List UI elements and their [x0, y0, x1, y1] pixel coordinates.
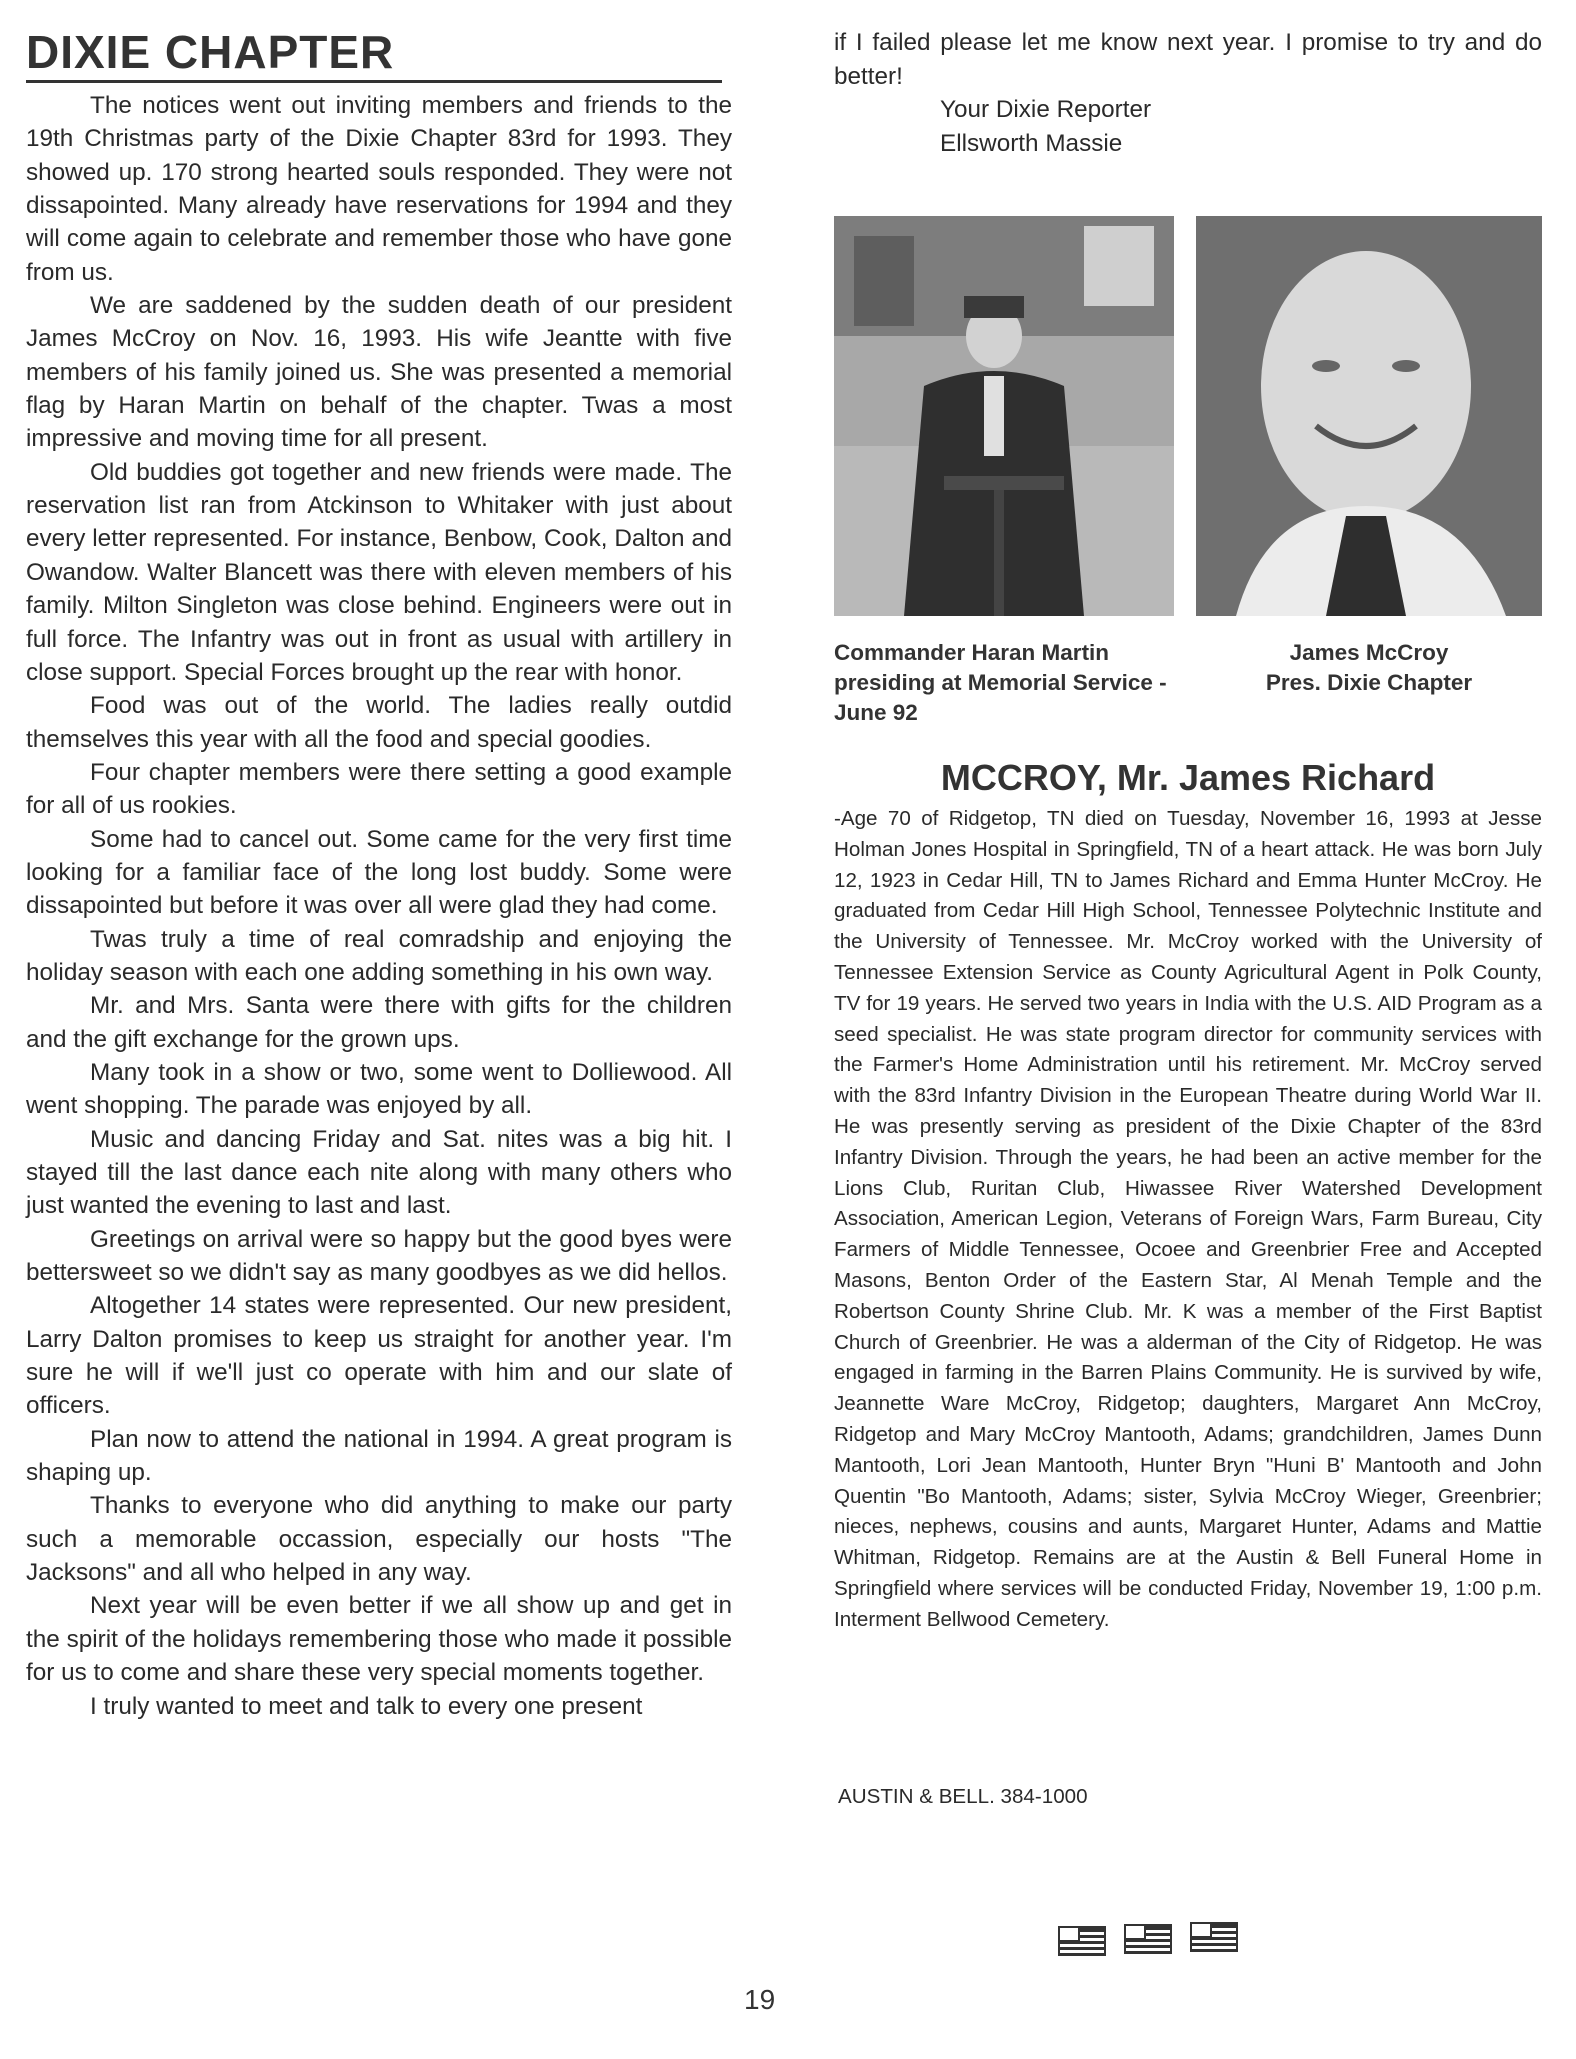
paragraph: Old buddies got together and new friends were made. The reservation list ran from Atckinson to Whitaker with just about every letter represented. For instance, Benbow, Cook, Dalton and Owandow. Walter Blancett was there with eleven members of his family. Milton Singleton was close behind. Engineers were out in full force. The Infantry was out in front as usual with artillery in close support. Special Forces brought up the rear with honor.: [26, 458, 732, 686]
photo-caption-right: [1196, 638, 1542, 698]
memorial-service-photo: [834, 216, 1174, 616]
section-heading: DIXIE CHAPTER: [26, 26, 722, 83]
paragraph: Many took in a show or two, some went to Dolliewood. All went shopping. The parade was enjoyed by all.: [26, 1058, 732, 1120]
paragraph: Twas truly a time of real comradship and enjoying the holiday season with each one adding something in his own way.: [26, 925, 732, 986]
caption-name: James McCroy: [1289, 640, 1449, 665]
paragraph: We are saddened by the sudden death of our president James McCroy on Nov. 16, 1993. His wife Jeantte with five members of his family joined us. She was presented a memorial flag by Haran Martin on behalf of the chapter. Twas a most impressive and moving time for all present.: [26, 292, 732, 453]
right-column: [834, 26, 1542, 1808]
paragraph: Music and dancing Friday and Sat. nites was a big hit. I stayed till the last dance each nite along with many others who just wanted the evening to last and last.: [26, 1125, 732, 1220]
paragraph: Food was out of the world. The ladies really outdid themselves this year with all the food and special goodies.: [26, 692, 732, 753]
paragraph: Mr. and Mrs. Santa were there with gifts for the children and the gift exchange for the grown ups.: [26, 992, 732, 1053]
signoff-name: Ellsworth Massie: [940, 129, 1123, 157]
flags-icon: [1054, 1918, 1244, 1964]
intro-text: if I failed please let me know next year. I promise to try and do better!: [834, 29, 1542, 90]
paragraph: Four chapter members were there setting a good example for all of us rookies.: [26, 758, 732, 820]
photo-caption-left: Commander Haran Martin presiding at Memorial Service - June 92: [834, 640, 1167, 725]
left-column: [26, 26, 732, 1723]
paragraph: Thanks to everyone who did anything to make our party such a memorable occassion, especially our hosts "The Jacksons" and all who helped in any way.: [26, 1492, 732, 1587]
funeral-home-contact: AUSTIN & BELL. 384-1000: [838, 1785, 1088, 1808]
james-mccroy-portrait: [1196, 216, 1542, 616]
paragraph: Altogether 14 states were represented. Our new president, Larry Dalton promises to keep us straight for another year. I'm sure he will if we'll just co operate with him and our slate of officers.: [26, 1292, 732, 1420]
caption-title: Pres. Dixie Chapter: [1265, 670, 1473, 695]
photos-row: [834, 216, 1542, 616]
paragraph: The notices went out inviting members and friends to the 19th Christmas party of the Dixie Chapter 83rd for 1993. They showed up. 170 strong hearted souls responded. They were not dissapointed. Many already have reservations for 1994 and they will come again to celebrate and remember those who have gone from us.: [26, 92, 732, 286]
signoff-line: Your Dixie Reporter: [940, 96, 1152, 123]
obituary-body: -Age 70 of Ridgetop, TN died on Tuesday, November 16, 1993 at Jesse Holman Jones Hospital in Springfield, TN of a heart attack. He was born July 12, 1923 in Cedar Hill, TN to James Richard and Emma Hunter McCroy. He graduated from Cedar Hill High School, Tennessee Polytechnic Institute and the University of Tennessee. Mr. McCroy worked with the University of Tennessee Extension Service as County Agricultural Agent in Polk County, TV for 19 years. He served two years in India with the U.S. AID Program as a seed specialist. He was state program director for community services with the Farmer's Home Administration until his retirement. Mr. McCroy served with the 83rd Infantry Division in the European Theatre during World War II. He was presently serving as president of the Dixie Chapter of the 83rd Infantry Division. Through the years, he had been an active member for the Lions Club, Ruritan Club, Hiwassee River Watershed Development Association, American Legion, Veterans of Foreign Wars, Farm Bureau, City Farmers of Middle Tennessee, Ocoee and Greenbrier Free and Accepted Masons, Benton Order of the Eastern Star, Al Menah Temple and the Robertson County Shrine Club. Mr. K was a member of the First Baptist Church of Greenbrier. He was a alderman of the City of Ridgetop. He was engaged in farming in the Barren Plains Community. He is survived by wife, Jeannette Ware McCroy, Ridgetop; daughters, Margaret Ann McCroy, Ridgetop and Mary McCroy Mantooth, Adams; grandchildren, James Dunn Mantooth, Lori Jean Mantooth, Hunter Bryn "Huni B' Mantooth and John Quentin "Bo Mantooth, Adams; sister, Sylvia McCroy Wieger, Greenbrier; nieces, nephews, cousins and aunts, Margaret Hunter, Adams and Mattie Whitman, Ridgetop. Remains are at the Austin & Bell Funeral Home in Springfield where services will be conducted Friday, November 19, 1:00 p.m. Interment Bellwood Cemetery.: [834, 807, 1542, 1631]
paragraph: Greetings on arrival were so happy but the good byes were bettersweet so we didn't say as many goodbyes as we did hellos.: [26, 1225, 732, 1287]
obituary-title: MCCROY, Mr. James Richard: [940, 757, 1436, 798]
paragraph: I truly wanted to meet and talk to every one present: [90, 1692, 643, 1720]
paragraph: Some had to cancel out. Some came for the very first time looking for a familiar face of the long lost buddy. Some were dissapointed but before it was over all were glad they had come.: [26, 825, 732, 920]
paragraph: Next year will be even better if we all show up and get in the spirit of the holidays remembering those who made it possible for us to come and share these very special moments together.: [26, 1592, 732, 1687]
page-number: 19: [744, 1984, 776, 2015]
paragraph: Plan now to attend the national in 1994. A great program is shaping up.: [26, 1425, 732, 1487]
